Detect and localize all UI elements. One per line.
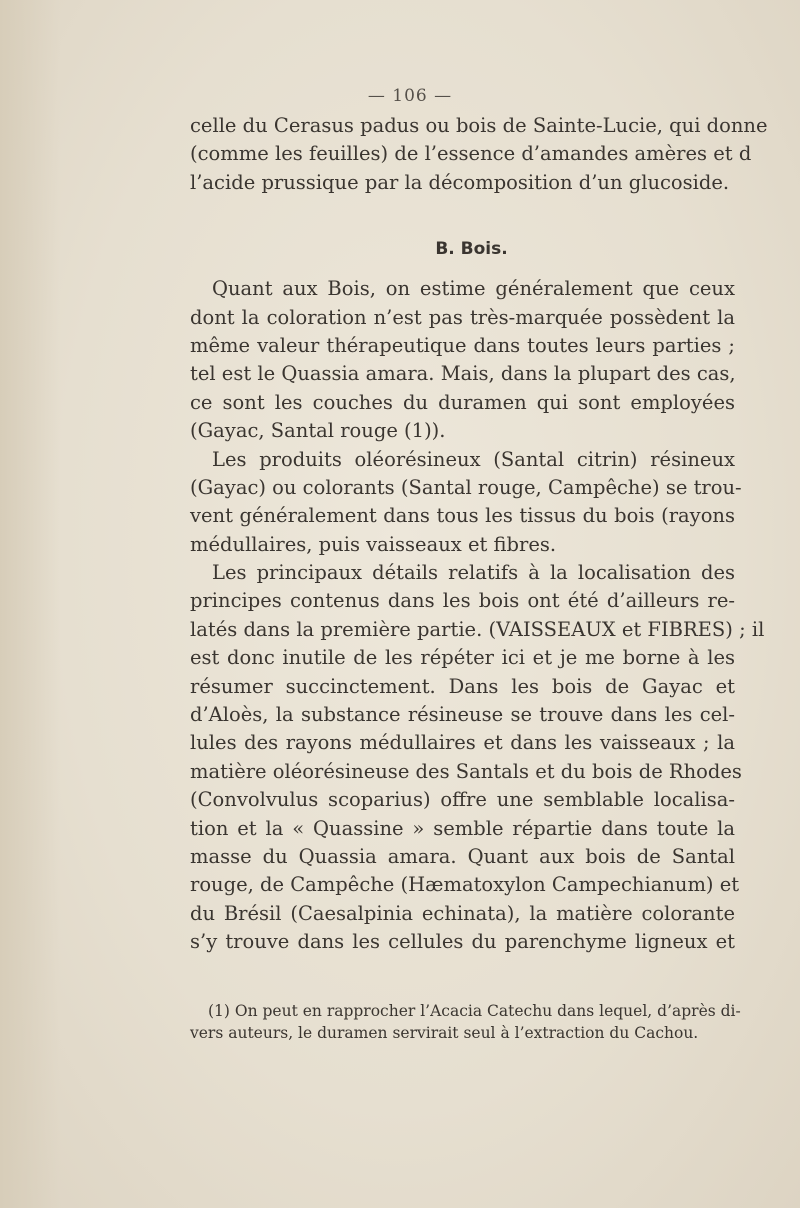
text-line: d’Aloès, la substance résineuse se trouve dans les cel- <box>190 703 735 727</box>
text-line: (Gayac, Santal rouge (1)). <box>190 419 446 443</box>
footnote-line: (1) On peut en rapprocher l’Acacia Catechu dans lequel, d’après di- <box>208 1002 741 1020</box>
text-line: Les principaux détails relatifs à la localisation des <box>212 561 735 585</box>
footnote-line: vers auteurs, le duramen servirait seul à l’extraction du Cachou. <box>190 1024 699 1042</box>
body-text <box>190 112 768 957</box>
text-line: résumer succinctement. Dans les bois de Gayac et <box>190 674 735 698</box>
page-edge-shadow <box>0 0 60 1208</box>
text-line: celle du Cerasus padus ou bois de Sainte-Lucie, qui donne <box>190 114 768 137</box>
text-line: (comme les feuilles) de l’essence d’amandes amères et d <box>190 142 752 166</box>
text-line: ce sont les couches du duramen qui sont employées <box>190 390 735 414</box>
text-line: Les produits oléorésineux (Santal citrin) résineux <box>212 447 735 471</box>
footnote <box>190 1000 741 1044</box>
text-line: (Gayac) ou colorants (Santal rouge, Campêche) se trou- <box>190 475 742 499</box>
text-line: principes contenus dans les bois ont été d’ailleurs re- <box>190 589 735 613</box>
text-line: rouge, de Campêche (Hæmatoxylon Campechianum) et <box>190 873 740 897</box>
text-line: latés dans la première partie. (VAISSEAUX et FIBRES) ; il <box>190 617 765 641</box>
page-number: — 106 — <box>367 86 453 106</box>
text-line: dont la coloration n’est pas très-marquée possèdent la <box>190 305 735 329</box>
text-line: tel est le Quassia amara. Mais, dans la plupart des cas, <box>190 362 736 386</box>
section-heading: B. Bois. <box>435 239 508 260</box>
text-line: Quant aux Bois, on estime généralement que ceux <box>212 277 735 301</box>
text-line: du Brésil (Caesalpinia echinata), la matière colorante <box>190 901 735 925</box>
text-line: médullaires, puis vaisseaux et fibres. <box>190 532 557 556</box>
text-line: masse du Quassia amara. Quant aux bois de Santal <box>190 844 735 868</box>
text-line: s’y trouve dans les cellules du parenchyme ligneux et <box>190 930 735 954</box>
text-line: matière oléorésineuse des Santals et du bois de Rhodes <box>190 759 742 783</box>
text-line: est donc inutile de les répéter ici et je me borne à les <box>190 646 735 670</box>
text-line: tion et la « Quassine » semble répartie dans toute la <box>190 816 735 840</box>
text-line: vent généralement dans tous les tissus du bois (rayons <box>190 504 735 528</box>
text-line: (Convolvulus scoparius) offre une semblable localisa- <box>190 788 735 812</box>
text-line: même valeur thérapeutique dans toutes leurs parties ; <box>190 333 735 357</box>
text-line: lules des rayons médullaires et dans les vaisseaux ; la <box>190 731 735 755</box>
text-line: l’acide prussique par la décomposition d’un glucoside. <box>190 170 730 194</box>
